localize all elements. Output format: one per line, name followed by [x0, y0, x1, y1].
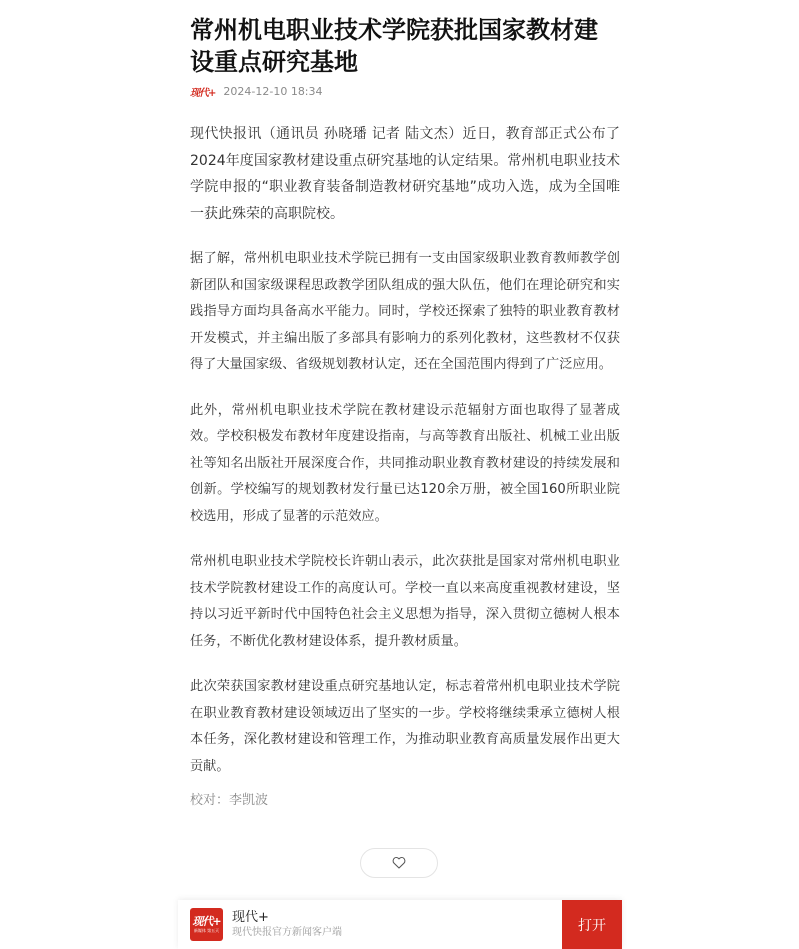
- article-paragraph: 此次荣获国家教材建设重点研究基地认定，标志着常州机电职业技术学院在职业教育教材建设领域迈出了坚实的一步。学校将继续秉承立德树人根本任务，深化教材建设和管理工作，为推动职业教育高质量发展作出更大贡献。: [190, 679, 620, 774]
- like-button[interactable]: [360, 848, 438, 878]
- article: [190, 14, 620, 799]
- article-title: 常州机电职业技术学院获批国家教材建设重点研究基地: [190, 16, 598, 76]
- app-name: 现代+: [232, 910, 269, 925]
- article-paragraph: 现代快报讯（通讯员 孙晓璠 记者 陆文杰）近日，教育部正式公布了2024年度国家教材建设重点研究基地的认定结果。常州机电职业技术学院申报的“职业教育装备制造教材研究基地”成功入选，成为全国唯一获此殊荣的高职院校。: [190, 126, 620, 222]
- source-logo: 现代+: [190, 87, 216, 99]
- app-download-banner: [178, 900, 622, 949]
- proofreader-credit: 校对：李凯波: [190, 793, 269, 808]
- publish-datetime: 2024-12-10 18:34: [223, 84, 323, 98]
- heart-outline-icon: [392, 854, 406, 873]
- article-body: [190, 121, 620, 780]
- article-meta: [190, 83, 620, 99]
- article-paragraph: 据了解，常州机电职业技术学院已拥有一支由国家级职业教育教师教学创新团队和国家级课程思政教学团队组成的强大队伍，他们在理论研究和实践指导方面均具备高水平能力。同时，学校还探索了独特的职业教育教材开发模式，并主编出版了多部具有影响力的系列化教材，这些教材不仅获得了大量国家级、省级规划教材认定，还在全国范围内得到了广泛应用。: [190, 251, 620, 372]
- article-paragraph: 此外，常州机电职业技术学院在教材建设示范辐射方面也取得了显著成效。学校积极发布教材年度建设指南，与高等教育出版社、机械工业出版社等知名出版社开展深度合作，共同推动职业教育教材建设的持续发展和创新。学校编写的规划教材发行量已达120余万册，被全国160所职业院校选用，形成了显著的示范效应。: [190, 402, 620, 524]
- app-logo: 现代+ 新媒体 第五天: [190, 908, 223, 941]
- article-paragraph: 常州机电职业技术学院校长许朝山表示，此次获批是国家对常州机电职业技术学院教材建设工作的高度认可。学校一直以来高度重视教材建设，坚持以习近平新时代中国特色社会主义思想为指导，深入贯彻立德树人根本任务，不断优化教材建设体系，提升教材质量。: [190, 554, 620, 649]
- app-info: [232, 909, 342, 940]
- app-description: 现代快报官方新闻客户端: [232, 927, 342, 938]
- open-app-button[interactable]: 打开: [562, 900, 622, 949]
